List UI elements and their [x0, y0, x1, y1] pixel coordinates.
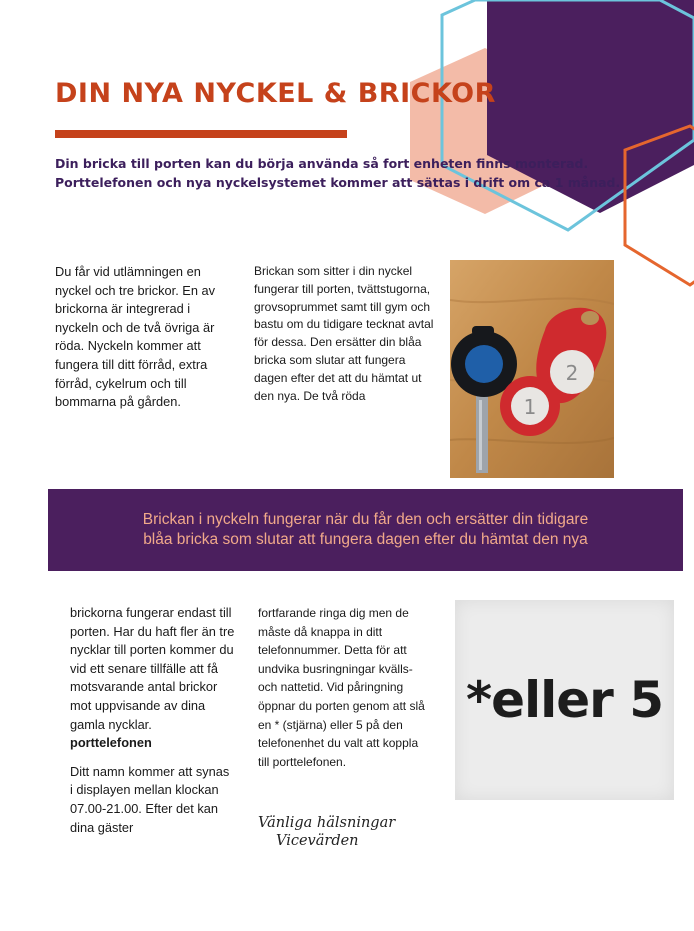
red-tag-2-label: 2	[565, 361, 579, 385]
column-4-text: fortfarande ringa dig men de måste då knappa in ditt telefonnummer. Detta för att undvika busringningar kvälls- och nattetid. Vid påringning öppnar du porten genom att slå en * (stjärna) eller 5 på den telefonenhet du valt att koppla till porttelefonen.	[258, 606, 425, 769]
page-title: DIN NYA NYCKEL & BRICKOR	[55, 78, 496, 109]
banner-line-2: blåa bricka som slutar att fungera dagen efter du hämtat den nya	[143, 531, 588, 548]
intro-line-1: Din bricka till porten kan du börja använda så fort enheten finns monterad.	[55, 156, 589, 171]
column-3-text-2: Ditt namn kommer att synas i displayen mellan klockan 07.00-21.00. Efter det kan dina gäster	[70, 763, 230, 835]
signature	[258, 814, 395, 850]
signature-greeting: Vänliga hälsningar	[258, 815, 396, 831]
key-and-tags-photo	[450, 260, 614, 478]
red-tag-1-label: 1	[523, 395, 537, 419]
column-2-text: Brickan som sitter i din nyckel fungerar till porten, tvättstugorna, grovsoprummet samt till gym och bastu om du tidigare tecknat avtal för dessa. Den ersätter din blåa bricka som slutar att fungera dagen efter det att du hämtat ut den nya. De två röda	[254, 264, 434, 403]
star-or-5-photo	[455, 600, 674, 800]
blue-tag	[465, 345, 503, 383]
intro-line-2: Porttelefonen och nya nyckelsystemet kommer att sättas i drift om ca 1 månad.	[55, 175, 621, 190]
column-2	[254, 263, 436, 405]
signature-name: Vicevärden	[276, 833, 359, 849]
column-1	[55, 263, 220, 412]
highlight-banner	[48, 489, 683, 571]
column-3-text	[70, 604, 235, 753]
column-4	[258, 604, 428, 771]
intro-text	[55, 154, 621, 192]
column-3	[70, 604, 235, 837]
title-underline	[55, 130, 347, 138]
banner-line-1: Brickan i nyckeln fungerar när du får den och ersätter din tidigare	[142, 511, 589, 528]
column-3-text-body: brickorna fungerar endast till porten. Har du haft fler än tre nycklar till porten kommer du vid ett senare tillfälle att få motsvarande antal brickor mot uppvisande av dina gamla nycklar.	[70, 605, 235, 732]
star-or-5-text: *eller 5	[465, 671, 664, 729]
column-1-text: Du får vid utlämningen en nyckel och tre brickor. En av brickorna är integrerad i nyckeln och de två övriga är röda. Nyckeln kommer att fungera till ditt förråd, extra förråd, cykelrum och till bommarna på gården.	[55, 264, 216, 410]
porttelefonen-heading: porttelefonen	[70, 735, 152, 751]
